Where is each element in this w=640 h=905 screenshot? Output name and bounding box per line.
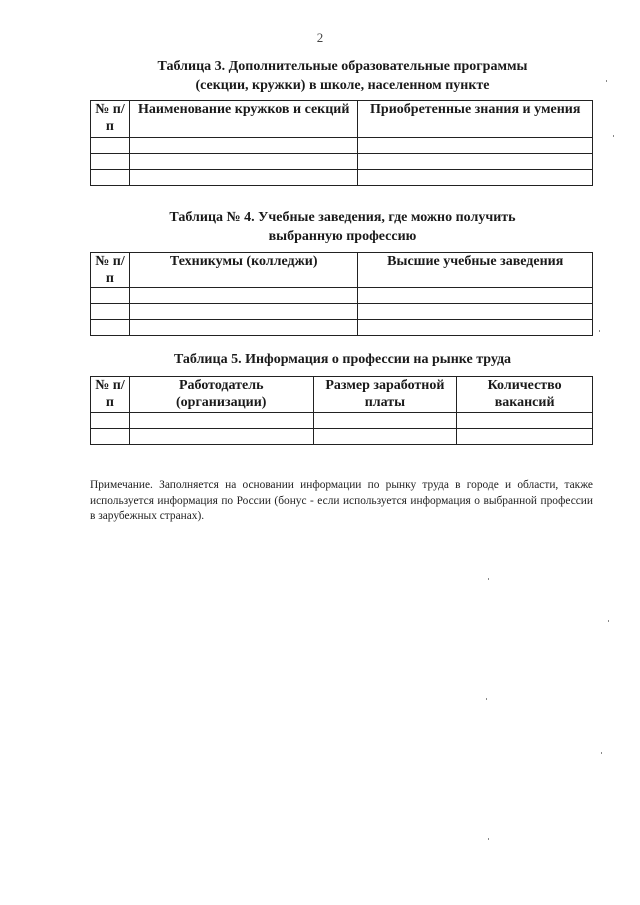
table-cell[interactable] [91,170,130,186]
table-row [91,304,593,320]
caption-line: (секции, кружки) в школе, населенном пункте [195,78,490,93]
table-5-caption [90,350,595,369]
table-cell[interactable] [129,413,313,429]
table-cell[interactable] [129,429,313,445]
table-cell[interactable] [457,429,593,445]
table-cell[interactable] [358,320,593,336]
table-4 [90,252,593,336]
scan-speck [599,330,600,332]
table-cell[interactable] [358,304,593,320]
table-3 [90,100,593,186]
table-cell[interactable] [358,138,593,154]
column-header: Приобретенные знания и умения [358,101,593,138]
table-cell[interactable] [129,154,358,170]
table-5 [90,376,593,445]
table-cell[interactable] [129,304,358,320]
table-cell[interactable] [129,320,358,336]
column-header: Работодатель (организации) [129,377,313,413]
scan-speck [486,698,487,700]
table-row [91,429,593,445]
table-header-row [91,253,593,288]
table-row [91,288,593,304]
table-row [91,320,593,336]
table-cell[interactable] [91,429,130,445]
table-cell[interactable] [129,288,358,304]
caption-line: выбранную профессию [268,229,417,244]
scan-speck [488,838,489,840]
table-cell[interactable] [91,288,130,304]
column-header: Техникумы (колледжи) [129,253,358,288]
table-row [91,413,593,429]
table-cell[interactable] [91,154,130,170]
table-header-row [91,101,593,138]
scan-speck [601,752,602,754]
column-header: Количество вакансий [457,377,593,413]
column-header: Высшие учебные заведения [358,253,593,288]
table-header-row [91,377,593,413]
column-header: Размер заработной платы [313,377,457,413]
table-cell[interactable] [91,413,130,429]
table-cell[interactable] [91,320,130,336]
scan-speck [608,620,609,622]
table-cell[interactable] [358,288,593,304]
table-4-caption [90,208,595,246]
table-cell[interactable] [313,413,457,429]
caption-line: Таблица 5. Информация о профессии на рынке труда [173,352,512,367]
caption-line: Таблица 3. Дополнительные образовательные программы [157,59,528,74]
table-row [91,154,593,170]
table-cell[interactable] [129,138,358,154]
table-cell[interactable] [91,304,130,320]
page-number: 2 [316,30,324,45]
table-cell[interactable] [457,413,593,429]
column-header: № п/п [91,101,130,138]
table-cell[interactable] [313,429,457,445]
table-cell[interactable] [129,170,358,186]
column-header: № п/п [91,253,130,288]
table-cell[interactable] [358,170,593,186]
scan-speck [606,80,607,82]
table-3-caption [90,57,595,95]
table-cell[interactable] [358,154,593,170]
caption-line: Таблица № 4. Учебные заведения, где можно получить [169,210,516,225]
scan-speck [488,578,489,580]
footnote: Примечание. Заполняется на основании информации по рынку труда в городе и области, также используется информация по России (бонус - если используется информация о выбранной профессии в зарубежных странах). [90,479,593,522]
scan-speck [613,135,614,137]
column-header: Наименование кружков и секций [129,101,358,138]
table-cell[interactable] [91,138,130,154]
table-row [91,170,593,186]
table-row [91,138,593,154]
column-header: № п/п [91,377,130,413]
